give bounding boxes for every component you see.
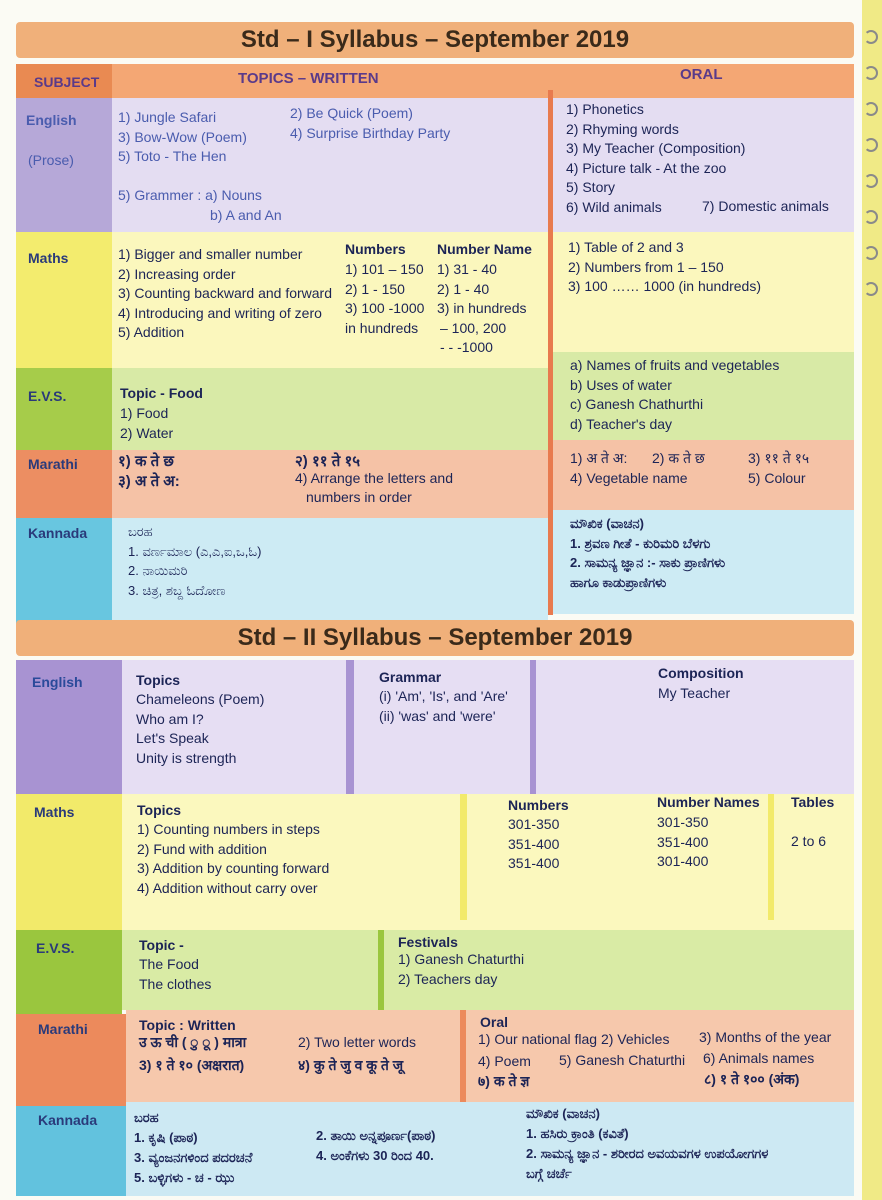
list-item: 3) My Teacher (Composition) bbox=[566, 140, 746, 156]
std1-marathi-w4: 4) Arrange the letters and bbox=[295, 470, 453, 486]
std2-maths-topics-list bbox=[137, 820, 329, 898]
list-item: 4) Addition without carry over bbox=[137, 879, 318, 896]
binder-ring-icon bbox=[864, 30, 878, 44]
std2-kannada-w3: 3. ವ್ಯಂಜನಗಳಿಂದ ಪದರಚನೆ bbox=[134, 1150, 253, 1165]
list-item: – 100, 200 bbox=[440, 319, 507, 336]
std2-evs-festivals-head: Festivals bbox=[398, 934, 458, 950]
list-item: 1. ವರ್ಣಮಾಲ (ಎ,ಎ,ಐ,ಒ,ಓ) bbox=[128, 543, 262, 559]
std2-marathi-o2: 3) Months of the year bbox=[699, 1029, 832, 1045]
binder-edge bbox=[862, 0, 882, 1200]
std2-marathi-oral-head: Oral bbox=[480, 1014, 509, 1030]
std2-marathi-w4: ४) कु ते जु व कू ते जू bbox=[298, 1057, 404, 1073]
std1-marathi-w3: २) ११ ते १५ bbox=[295, 453, 361, 470]
std2-kannada-label: Kannada bbox=[38, 1112, 98, 1128]
std1-english-label: English bbox=[26, 112, 77, 128]
std2-english-divider-2 bbox=[530, 660, 536, 794]
std2-kannada-w5: 5. ಬಳ್ಳಿಗಳು - ಚ - ಝು bbox=[134, 1170, 235, 1185]
std1-marathi-o1: 1) अ ते अ: bbox=[570, 450, 628, 466]
list-item: 2. ಸಾಮನ್ಯ ಜ್ಞಾನ :- ಸಾಕು ಪ್ರಾಣಿಗಳು bbox=[570, 555, 726, 570]
list-item: 1) Table of 2 and 3 bbox=[568, 239, 684, 255]
std2-marathi-topic-head: Topic : Written bbox=[139, 1017, 236, 1033]
std2-maths-divider-2 bbox=[768, 794, 774, 920]
std1-marathi-label: Marathi bbox=[28, 456, 78, 472]
std2-maths-tables-head: Tables bbox=[791, 794, 835, 810]
list-item: Who am I? bbox=[136, 710, 204, 727]
std1-kannada-label: Kannada bbox=[28, 525, 88, 541]
list-item: in hundreds bbox=[345, 319, 419, 336]
std2-evs-label: E.V.S. bbox=[36, 940, 75, 956]
list-item: 3) Counting backward and forward bbox=[118, 285, 333, 301]
binder-ring-icon bbox=[864, 210, 878, 224]
std2-maths-numbers-head: Numbers bbox=[508, 797, 569, 813]
list-item: 2) Fund with addition bbox=[137, 840, 267, 857]
std1-column-divider bbox=[548, 90, 553, 615]
std1-marathi-w5: numbers in order bbox=[306, 489, 412, 505]
list-item: 2) Be Quick (Poem) bbox=[290, 105, 413, 121]
list-item: (ii) 'was' and 'were' bbox=[379, 707, 496, 724]
list-item: b) Uses of water bbox=[570, 376, 672, 393]
list-item: 5) Addition bbox=[118, 324, 185, 340]
list-item: 1) 31 - 40 bbox=[437, 261, 497, 277]
binder-ring-icon bbox=[864, 174, 878, 188]
std2-maths-divider-1 bbox=[460, 794, 467, 920]
list-item: 301-350 bbox=[508, 816, 560, 832]
std1-english-grammar: 5) Grammer : a) Nouns bbox=[118, 187, 262, 203]
std2-marathi-w1: उ ऊ ची ( ु ू ) मात्रा bbox=[139, 1034, 247, 1050]
list-item: 2) Teachers day bbox=[398, 970, 498, 987]
list-item: - - -1000 bbox=[440, 339, 493, 355]
list-item: 5) Toto - The Hen bbox=[118, 148, 227, 164]
std1-evs-oral-list bbox=[570, 356, 779, 434]
list-item: 4) Picture talk - At the zoo bbox=[566, 159, 727, 176]
std1-maths-label: Maths bbox=[28, 250, 69, 266]
std1-marathi-o4: 4) Vegetable name bbox=[570, 470, 688, 486]
std1-evs-written-cell bbox=[112, 368, 548, 450]
list-item: 4) Surprise Birthday Party bbox=[290, 124, 451, 141]
std2-kannada-w2: 2. ತಾಯಿ ಅನ್ನಪೂರ್ಣ(ಪಾಠ) bbox=[316, 1128, 436, 1143]
std2-english-grammar-head: Grammar bbox=[379, 669, 442, 685]
std2-maths-topics-head: Topics bbox=[137, 802, 182, 818]
list-item: c) Ganesh Chathurthi bbox=[570, 396, 704, 412]
list-item: 351-400 bbox=[508, 835, 560, 852]
subject-header: SUBJECT bbox=[34, 74, 100, 90]
std1-kannada-written-list bbox=[128, 522, 261, 600]
list-item: 2) 1 - 40 bbox=[437, 280, 490, 297]
std2-evs-topic-head: Topic - bbox=[139, 937, 184, 953]
std2-english-topics-head: Topics bbox=[136, 672, 181, 688]
std1-english-written-col2 bbox=[290, 104, 450, 143]
list-item: ಮೌಖಿಕ (ವಾಚನ) bbox=[570, 516, 644, 531]
std2-kannada-w4: 4. ಅಂಕೆಗಳು 30 ರಿಂದ 40. bbox=[316, 1148, 434, 1163]
list-item: 2) Water bbox=[120, 424, 174, 441]
list-item: 351-400 bbox=[508, 855, 560, 871]
std2-kannada-o3: ಬಗ್ಗೆ ಚರ್ಚೆ bbox=[526, 1166, 572, 1181]
list-item: ಬರಹ bbox=[128, 524, 153, 539]
list-item: 3) Bow-Wow (Poem) bbox=[118, 128, 247, 145]
std1-english-grammar2: b) A and An bbox=[210, 207, 282, 223]
std1-maths-written-list bbox=[118, 245, 332, 343]
std1-english-sublabel: (Prose) bbox=[28, 152, 74, 168]
list-item: 1. ಶ್ರವಣ ಗೀತೆ - ಕುರಿಮರಿ ಬೆಳಗು bbox=[570, 535, 711, 551]
std2-english-composition: My Teacher bbox=[658, 685, 731, 701]
list-item: d) Teacher's day bbox=[570, 415, 673, 432]
list-item: ಹಾಗೂ ಕಾಡುಪ್ರಾಣಿಗಳು bbox=[570, 574, 667, 590]
binder-ring-icon bbox=[864, 102, 878, 116]
list-item: a) Names of fruits and vegetables bbox=[570, 357, 780, 373]
list-item: 1) Food bbox=[120, 405, 169, 421]
list-item: 3) 100 …… 1000 (in hundreds) bbox=[568, 278, 761, 294]
written-header: TOPICS – WRITTEN bbox=[238, 70, 379, 87]
std2-marathi-o1: 1) Our national flag 2) Vehicles bbox=[478, 1031, 670, 1047]
list-item: 4) Introducing and writing of zero bbox=[118, 304, 322, 321]
std2-kannada-w1: 1. ಕೃಷಿ (ಪಾಠ) bbox=[134, 1130, 198, 1145]
list-item: The Food bbox=[139, 956, 199, 972]
list-item: 1) Bigger and smaller number bbox=[118, 246, 303, 262]
list-item: 351-400 bbox=[657, 833, 709, 850]
binder-ring-icon bbox=[864, 246, 878, 260]
list-item: 301-400 bbox=[657, 853, 709, 869]
list-item: Unity is strength bbox=[136, 749, 237, 766]
oral-header: ORAL bbox=[680, 66, 723, 83]
std1-english-oral-extra: 7) Domestic animals bbox=[702, 198, 829, 214]
std2-english-grammar-list bbox=[379, 687, 508, 726]
std1-maths-number-name-list bbox=[437, 260, 527, 358]
std2-english-label: English bbox=[32, 674, 83, 690]
std2-marathi-label: Marathi bbox=[38, 1021, 88, 1037]
std1-title: Std – I Syllabus – September 2019 bbox=[16, 22, 854, 58]
std2-title: Std – II Syllabus – September 2019 bbox=[16, 620, 854, 656]
binder-ring-icon bbox=[864, 66, 878, 80]
std2-maths-numnames-head: Number Names bbox=[657, 794, 760, 810]
std2-english-topics-list bbox=[136, 690, 264, 768]
std1-english-written-col1 bbox=[118, 108, 247, 167]
list-item: 6) Wild animals bbox=[566, 198, 662, 215]
std2-marathi-w2: 2) Two letter words bbox=[298, 1034, 417, 1050]
std2-marathi-o5: 6) Animals names bbox=[703, 1050, 815, 1066]
list-item: (i) 'Am', 'Is', and 'Are' bbox=[379, 688, 508, 704]
std2-kannada-o-head: ಮೌಖಿಕ (ವಾಚನ) bbox=[526, 1106, 600, 1121]
binder-ring-icon bbox=[864, 282, 878, 296]
list-item: Let's Speak bbox=[136, 730, 209, 746]
list-item: 3) in hundreds bbox=[437, 300, 527, 316]
list-item: 2) Rhyming words bbox=[566, 120, 679, 137]
std1-marathi-o2: 2) क ते छ bbox=[652, 450, 705, 466]
std1-evs-written-list bbox=[120, 404, 173, 443]
std2-marathi-divider bbox=[460, 1010, 466, 1102]
std2-marathi-o4: 5) Ganesh Chaturthi bbox=[559, 1052, 686, 1068]
std2-english-composition-head: Composition bbox=[658, 665, 744, 681]
list-item: 1) Counting numbers in steps bbox=[137, 821, 320, 837]
std1-marathi-w2: ३) अ ते अ: bbox=[118, 473, 180, 490]
std1-kannada-oral-list bbox=[570, 514, 725, 592]
std2-maths-label: Maths bbox=[34, 804, 75, 820]
std2-kannada-w-head: ಬರಹ bbox=[134, 1110, 159, 1125]
std2-maths-numbers-list bbox=[508, 815, 559, 874]
list-item: 3) Addition by counting forward bbox=[137, 860, 330, 876]
std1-evs-label: E.V.S. bbox=[28, 388, 67, 404]
std1-evs-label-cell bbox=[16, 368, 112, 450]
std2-kannada-o2: 2. ಸಾಮನ್ಯ ಜ್ಞಾನ - ಶರೀರದ ಅವಯವಗಳ ಉಪಯೋಗಗಳ bbox=[526, 1146, 769, 1161]
std1-maths-oral-list bbox=[568, 238, 761, 297]
std2-evs-festivals-list bbox=[398, 950, 524, 989]
std2-marathi-o3: 4) Poem bbox=[478, 1053, 531, 1069]
list-item: 1) Phonetics bbox=[566, 101, 644, 117]
std2-marathi-o7: ८) १ ते १०० (अंक) bbox=[704, 1071, 800, 1087]
list-item: 5) Story bbox=[566, 179, 616, 195]
std2-marathi-w3: 3) १ ते १० (अक्षरात) bbox=[139, 1057, 245, 1073]
std1-maths-numbers-list bbox=[345, 260, 424, 338]
std1-maths-number-name-head: Number Name bbox=[437, 241, 532, 257]
std1-marathi-w1: १) क ते छ bbox=[118, 453, 174, 470]
binder-ring-icon bbox=[864, 138, 878, 152]
list-item: 2) 1 - 150 bbox=[345, 280, 405, 297]
list-item: 2. ನಾಯಿಮರಿ bbox=[128, 563, 188, 578]
std1-maths-numbers-head: Numbers bbox=[345, 241, 406, 257]
std1-marathi-o5: 5) Colour bbox=[748, 470, 806, 486]
list-item: 301-350 bbox=[657, 814, 709, 830]
list-item: 2) Increasing order bbox=[118, 265, 236, 282]
list-item: 3) 100 -1000 bbox=[345, 300, 425, 316]
list-item: 3. ಚಿತ್ರ, ಶಬ್ದ ಓದೋಣ bbox=[128, 582, 226, 598]
std2-maths-numnames-list bbox=[657, 813, 708, 872]
std2-kannada-o1: 1. ಹಸಿರು ಕ್ರಾಂತಿ (ಕವಿತೆ) bbox=[526, 1126, 629, 1141]
list-item: 1) Jungle Safari bbox=[118, 109, 217, 125]
std2-english-divider-1 bbox=[346, 660, 354, 794]
list-item: 2) Numbers from 1 – 150 bbox=[568, 258, 724, 275]
list-item: 1) Ganesh Chaturthi bbox=[398, 951, 525, 967]
std1-marathi-o3: 3) ११ ते १५ bbox=[748, 450, 810, 466]
list-item: 1) 101 – 150 bbox=[345, 261, 424, 277]
std2-evs-divider bbox=[378, 930, 384, 1010]
list-item: Chameleons (Poem) bbox=[136, 691, 265, 707]
std1-evs-topic: Topic - Food bbox=[120, 385, 203, 401]
std2-marathi-o6: ७) क ते ज्ञ bbox=[478, 1073, 530, 1089]
std2-evs-topics-list bbox=[139, 955, 211, 994]
list-item: The clothes bbox=[139, 975, 212, 992]
std2-maths-tables: 2 to 6 bbox=[791, 833, 827, 849]
